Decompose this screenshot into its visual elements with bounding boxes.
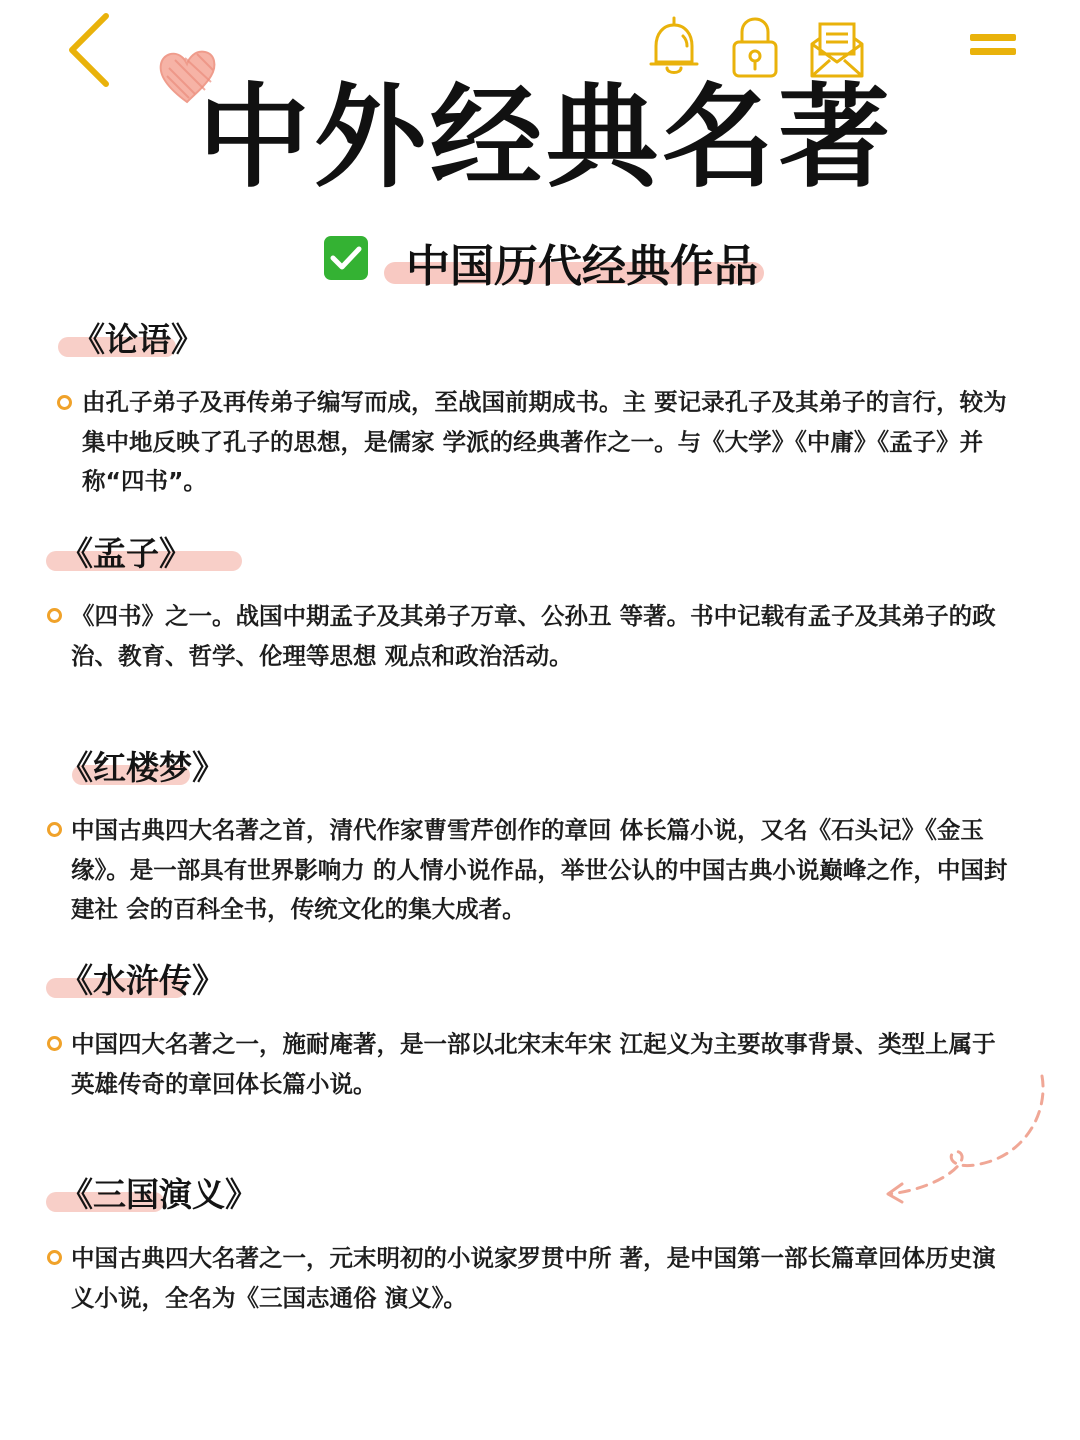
book-description: 《四书》之一。战国中期孟子及其弟子万章、公孙丑 等著。书中记载有孟子及其弟子的政治、教育、哲学、伦理等思想 观点和政治活动。 [71, 602, 996, 670]
mail-icon [808, 18, 866, 80]
bullet-icon [47, 1250, 62, 1265]
subtitle-block [320, 228, 780, 290]
book-title: 《孟子》 [60, 534, 192, 573]
book-title: 《三国演义》 [60, 1175, 258, 1214]
book-description: 中国古典四大名著之首，清代作家曹雪芹创作的章回 体长篇小说，又名《石头记》《金玉缘》。是一部具有世界影响力 的人情小说作品，举世公认的中国古典小说巅峰之作，中国封建社 会的百科全书，传统文化的集大成者。 [71, 816, 1008, 923]
page-title: 中外经典名著 [198, 73, 894, 203]
bell-icon [647, 14, 701, 80]
menu-button[interactable] [970, 34, 1016, 62]
bullet-icon [47, 822, 62, 837]
bullet-icon [47, 1036, 62, 1051]
check-icon [324, 236, 368, 280]
bell-button[interactable] [647, 14, 701, 80]
menu-icon [970, 34, 1016, 41]
book-title: 《论语》 [72, 320, 204, 359]
bullet-icon [47, 608, 62, 623]
back-button[interactable] [62, 8, 122, 88]
bullet-icon [57, 395, 72, 410]
lock-icon [728, 14, 782, 80]
lock-button[interactable] [728, 14, 782, 80]
book-description: 中国四大名著之一，施耐庵著，是一部以北宋末年宋 江起义为主要故事背景、类型上属于英雄传奇的章回体长篇小说。 [71, 1030, 996, 1098]
book-description: 中国古典四大名著之一，元末明初的小说家罗贯中所 著，是中国第一部长篇章回体历史演义小说，全名为《三国志通俗 演义》。 [71, 1244, 996, 1312]
book-title: 《水浒传》 [60, 961, 225, 1000]
chevron-left-icon [62, 8, 122, 88]
book-description: 由孔子弟子及再传弟子编写而成，至战国前期成书。主 要记录孔子及其弟子的言行，较为集中地反映了孔子的思想，是儒家 学派的经典著作之一。与《大学》《中庸》《孟子》并称“四书”。 [82, 388, 1007, 495]
book-title: 《红楼梦》 [60, 748, 225, 787]
dashed-arrow-icon [878, 1070, 1058, 1210]
subtitle: 中国历代经典作品 [406, 241, 758, 292]
